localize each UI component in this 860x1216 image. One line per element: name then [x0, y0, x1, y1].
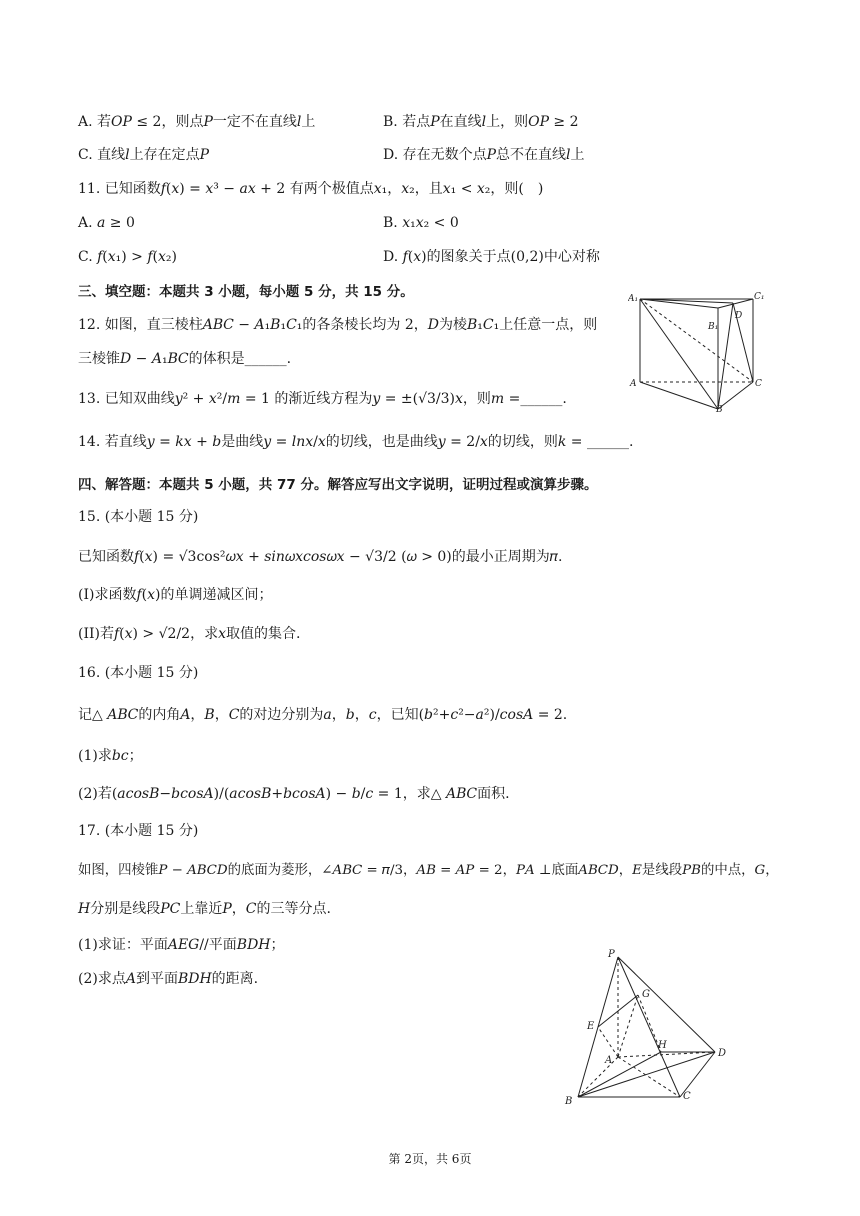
q11-option-d: D. 𝑓(𝑥)的图象关于点(0,2)中心对称	[383, 249, 600, 265]
page-footer: 第 2页，共 6页	[388, 1152, 472, 1166]
q16-head: 16. (本小题 15 分)	[78, 665, 199, 681]
q15-part1: (I)求函数𝑓(𝑥)的单调递减区间；	[78, 587, 273, 603]
prism-label-a1: A₁	[628, 294, 639, 304]
q10-option-a: A. 若𝑂𝑃 ≤ 2，则点𝑃一定不在直线𝑙上	[78, 114, 316, 130]
q15-stem: 已知函数𝑓(𝑥) = √3cos²𝜔𝑥 + 𝑠𝑖𝑛𝜔𝑥𝑐𝑜𝑠𝜔𝑥 − √3/2 (𝜔 > 0)的最小正周期为𝜋.	[78, 549, 563, 565]
prism-label-d: D	[735, 311, 743, 321]
q16-part1: (1)求𝑏𝑐；	[78, 748, 143, 764]
q10-option-b: B. 若点𝑃在直线𝑙上，则𝑂𝑃 ≥ 2	[383, 114, 579, 130]
pyramid-label-d: D	[718, 1048, 727, 1059]
prism-label-b1: B₁	[708, 322, 719, 332]
pyramid-label-p: P	[608, 949, 615, 960]
pyramid-label-b: B	[565, 1096, 573, 1107]
q17-part2: (2)求点𝐴到平面𝐵𝐷𝐻的距离.	[78, 971, 259, 987]
q16-part2: (2)若(𝑎𝑐𝑜𝑠𝐵−𝑏𝑐𝑜𝑠𝐴)/(𝑎𝑐𝑜𝑠𝐵+𝑏𝑐𝑜𝑠𝐴) − 𝑏/𝑐 = 1，求△ 𝐴𝐵𝐶面积.	[78, 786, 510, 802]
q11-option-b: B. 𝑥₁𝑥₂ < 0	[383, 215, 459, 231]
pyramid-label-a: A	[605, 1055, 613, 1066]
pyramid-label-e: E	[587, 1021, 595, 1032]
prism-figure	[628, 290, 768, 412]
q17-stem-line2: 𝐻分别是线段𝑃𝐶上靠近𝑃，𝐶的三等分点.	[78, 901, 331, 917]
q11-stem: 11. 已知函数𝑓(𝑥) = 𝑥³ − 𝑎𝑥 + 2 有两个极值点𝑥₁，𝑥₂，且𝑥₁ < 𝑥₂，则( )	[78, 181, 544, 197]
q12-line2: 三棱锥𝐷 − 𝐴₁𝐵𝐶的体积是______.	[78, 351, 292, 367]
q10-option-c: C. 直线𝑙上存在定点𝑃	[78, 147, 210, 163]
pyramid-figure	[560, 945, 740, 1110]
q16-stem: 记△ 𝐴𝐵𝐶的内角𝐴，𝐵，𝐶的对边分别为𝑎，𝑏，𝑐，已知(𝑏²+𝑐²−𝑎²)/𝑐𝑜𝑠𝐴 = 2.	[78, 707, 568, 723]
q13-text: 13. 已知双曲线𝑦² + 𝑥²/𝑚 = 1 的渐近线方程为𝑦 = ±(√3/3)𝑥，则𝑚 =______.	[78, 391, 567, 407]
q14-text: 14. 若直线𝑦 = 𝑘𝑥 + 𝑏是曲线𝑦 = 𝑙𝑛𝑥/𝑥的切线，也是曲线𝑦 = 2/𝑥的切线，则𝑘 = ______.	[78, 434, 634, 450]
prism-label-c1: C₁	[754, 292, 765, 302]
q17-stem-line1: 如图，四棱锥𝑃 − 𝐴𝐵𝐶𝐷的底面为菱形，∠𝐴𝐵𝐶 = 𝜋/3，𝐴𝐵 = 𝐴𝑃 = 2，𝑃𝐴 ⊥底面𝐴𝐵𝐶𝐷，𝐸是线段𝑃𝐵的中点，𝐺，	[78, 863, 779, 878]
q12-line1: 12. 如图，直三棱柱𝐴𝐵𝐶 − 𝐴₁𝐵₁𝐶₁的各条棱长均为 2，𝐷为棱𝐵₁𝐶₁上任意一点，则	[78, 317, 598, 333]
prism-label-c: C	[755, 379, 762, 389]
pyramid-label-g: G	[642, 989, 650, 1000]
q17-part1: (1)求证：平面𝐴𝐸𝐺//平面𝐵𝐷𝐻；	[78, 937, 285, 953]
pyramid-label-h: H	[658, 1040, 667, 1051]
q15-part2: (II)若𝑓(𝑥) > √2/2，求𝑥取值的集合.	[78, 626, 301, 642]
q17-head: 17. (本小题 15 分)	[78, 823, 199, 839]
prism-label-a: A	[630, 379, 637, 389]
q11-option-a: A. 𝑎 ≥ 0	[78, 215, 135, 231]
q10-option-d: D. 存在无数个点𝑃总不在直线𝑙上	[383, 147, 585, 163]
q15-head: 15. (本小题 15 分)	[78, 509, 199, 525]
q11-option-c: C. 𝑓(𝑥₁) > 𝑓(𝑥₂)	[78, 249, 177, 265]
pyramid-label-c: C	[683, 1091, 691, 1102]
prism-label-b: B	[716, 405, 723, 412]
section3-heading: 三、填空题：本题共 3 小题，每小题 5 分，共 15 分。	[78, 284, 414, 300]
section4-heading: 四、解答题：本题共 5 小题，共 77 分。解答应写出文字说明，证明过程或演算步骤。	[78, 477, 598, 493]
